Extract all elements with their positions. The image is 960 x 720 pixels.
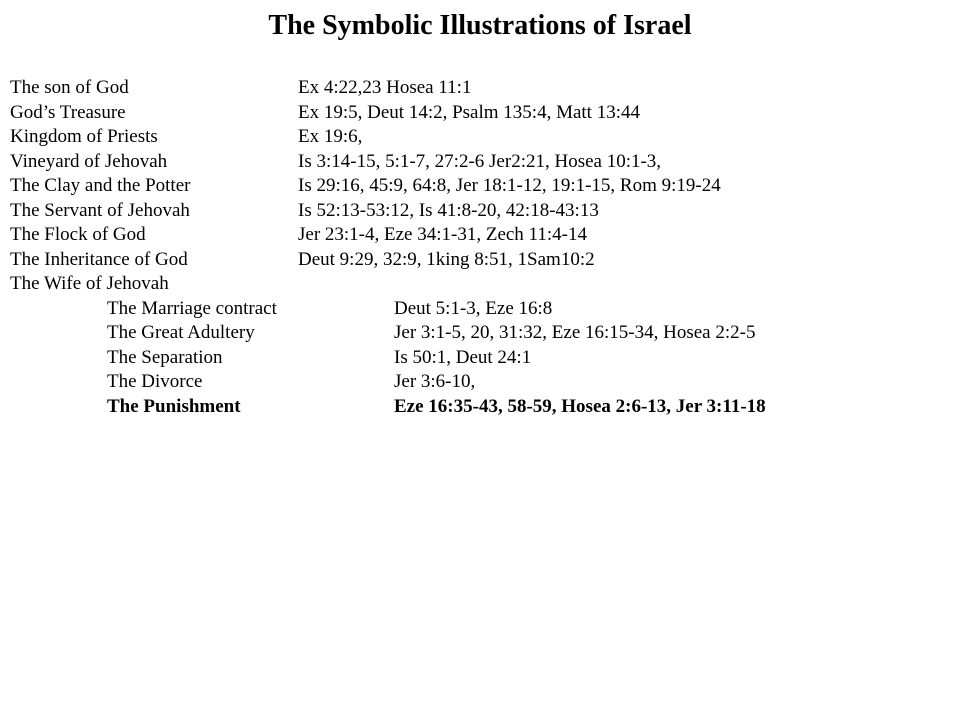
sub-item-references: Eze 16:35-43, 58-59, Hosea 2:6-13, Jer 3:11-18 — [394, 395, 766, 417]
item-references: Ex 19:5, Deut 14:2, Psalm 135:4, Matt 13:44 — [298, 101, 640, 123]
sub-item-great-adultery — [10, 321, 950, 346]
list-item-son-of-god — [10, 76, 950, 101]
sub-item-punishment — [10, 395, 950, 420]
illustrations-list — [10, 76, 950, 419]
item-label: The Clay and the Potter — [10, 175, 191, 196]
list-item-kingdom-of-priests — [10, 125, 950, 150]
sub-item-references: Is 50:1, Deut 24:1 — [394, 346, 532, 368]
list-item-wife-of-jehovah — [10, 272, 950, 297]
item-label: The Inheritance of God — [10, 248, 188, 270]
sub-item-references: Jer 3:1-5, 20, 31:32, Eze 16:15-34, Hosea 2:2-5 — [394, 322, 756, 343]
item-label: God’s Treasure — [10, 101, 126, 123]
sub-item-label: The Separation — [107, 346, 223, 368]
sub-item-references: Deut 5:1-3, Eze 16:8 — [394, 297, 553, 319]
list-item-clay-and-potter — [10, 174, 950, 199]
item-references: Is 52:13-53:12, Is 41:8-20, 42:18-43:13 — [298, 199, 599, 221]
sub-item-label: The Punishment — [107, 395, 241, 417]
sub-item-separation — [10, 346, 950, 371]
list-item-flock-of-god — [10, 223, 950, 248]
item-label: Vineyard of Jehovah — [10, 150, 168, 172]
item-references: Deut 9:29, 32:9, 1king 8:51, 1Sam10:2 — [298, 248, 595, 270]
sub-item-label: The Great Adultery — [107, 322, 255, 343]
list-item-servant-of-jehovah — [10, 199, 950, 224]
item-label: Kingdom of Priests — [10, 126, 158, 147]
item-label: The Flock of God — [10, 224, 146, 245]
page-title: The Symbolic Illustrations of Israel — [268, 10, 692, 41]
sub-item-divorce — [10, 370, 950, 395]
sub-item-marriage-contract — [10, 297, 950, 322]
item-label: The son of God — [10, 77, 129, 98]
item-references: Ex 19:6, — [298, 126, 363, 147]
item-references: Is 3:14-15, 5:1-7, 27:2-6 Jer2:21, Hosea 10:1-3, — [298, 150, 662, 172]
item-label: The Servant of Jehovah — [10, 199, 190, 221]
item-references: Ex 4:22,23 Hosea 11:1 — [298, 77, 472, 98]
list-item-inheritance-of-god — [10, 248, 950, 273]
list-item-gods-treasure — [10, 101, 950, 126]
item-references — [298, 272, 950, 297]
item-references: Is 29:16, 45:9, 64:8, Jer 18:1-12, 19:1-15, Rom 9:19-24 — [298, 175, 721, 196]
item-references: Jer 23:1-4, Eze 34:1-31, Zech 11:4-14 — [298, 224, 587, 245]
list-item-vineyard-of-jehovah — [10, 150, 950, 175]
sub-item-label: The Divorce — [107, 371, 203, 392]
item-label: The Wife of Jehovah — [10, 273, 169, 294]
sub-item-label: The Marriage contract — [107, 297, 277, 319]
sub-item-references: Jer 3:6-10, — [394, 371, 476, 392]
